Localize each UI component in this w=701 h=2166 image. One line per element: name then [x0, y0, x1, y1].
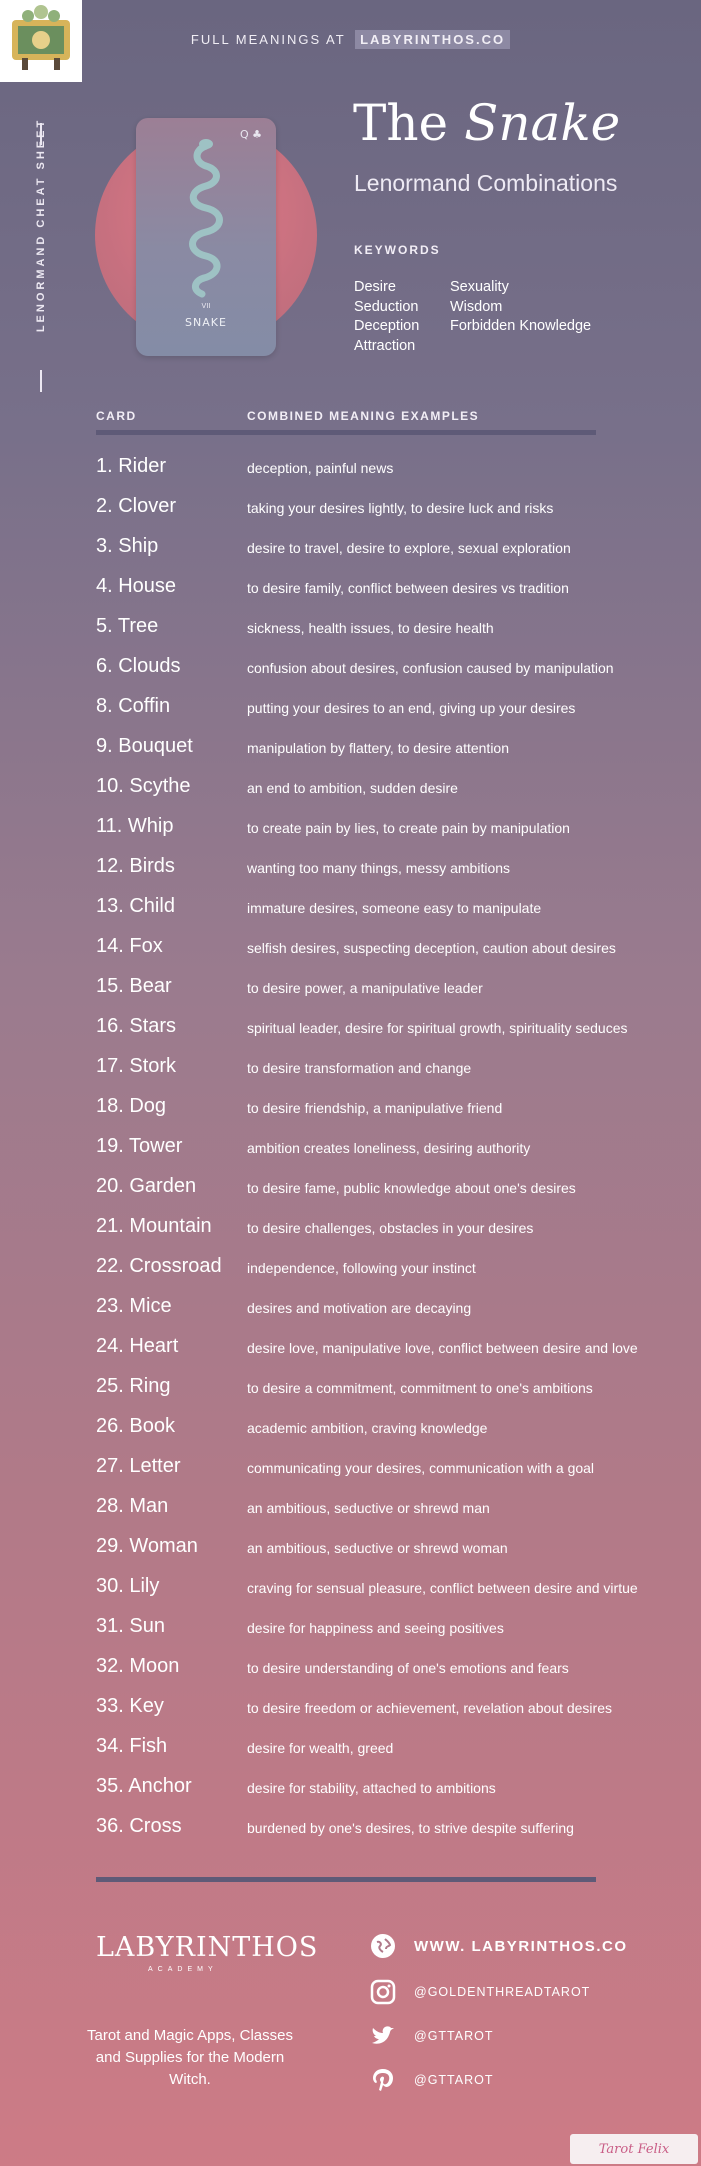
row-meaning: to desire family, conflict between desires vs tradition	[247, 580, 569, 596]
row-meaning: to desire friendship, a manipulative friend	[247, 1100, 503, 1116]
row-card: 14. Fox	[96, 935, 163, 957]
row-card: 11. Whip	[96, 815, 174, 837]
watermark-text: Tarot Felix	[598, 2141, 670, 2157]
table-row	[96, 1369, 656, 1409]
row-meaning: desire for wealth, greed	[247, 1740, 394, 1756]
row-card: 32. Moon	[96, 1655, 180, 1677]
row-meaning: desire for stability, attached to ambitions	[247, 1780, 496, 1796]
row-card: 12. Birds	[96, 855, 175, 877]
row-card: 35. Anchor	[96, 1775, 192, 1797]
row-card: 15. Bear	[96, 975, 172, 997]
table-row	[96, 1769, 656, 1809]
keywords-column-1	[354, 278, 419, 356]
row-card: 8. Coffin	[96, 695, 171, 717]
table-row	[96, 1249, 656, 1289]
page-title	[353, 94, 621, 152]
twitter-text: @GTTAROT	[414, 2029, 494, 2043]
globe-icon	[370, 1933, 396, 1959]
table-row	[96, 1089, 656, 1129]
table-row	[96, 489, 656, 529]
table-row	[96, 849, 656, 889]
row-card: 5. Tree	[96, 615, 159, 637]
row-meaning: putting your desires to an end, giving up your desires	[247, 700, 576, 716]
side-label: LENORMAND CHEAT SHEET	[35, 117, 47, 333]
banner-prefix: FULL MEANINGS AT	[190, 32, 346, 47]
row-meaning: wanting too many things, messy ambitions	[247, 860, 511, 876]
pinterest-link[interactable]	[370, 2067, 493, 2093]
table-row	[96, 529, 656, 569]
row-card: 3. Ship	[96, 535, 159, 557]
table-row	[96, 1489, 656, 1529]
instagram-icon	[370, 1979, 396, 2005]
table-row	[96, 929, 656, 969]
pinterest-text: @GTTAROT	[414, 2073, 494, 2087]
table-row	[96, 809, 656, 849]
instagram-text: @GOLDENTHREADTAROT	[414, 1985, 591, 1999]
row-card: 17. Stork	[96, 1055, 177, 1077]
banner-link[interactable]: LABYRINTHOS.CO	[355, 30, 510, 49]
row-meaning: to desire freedom or achievement, revelation about desires	[247, 1700, 612, 1716]
row-card: 24. Heart	[96, 1335, 179, 1357]
table-row	[96, 1449, 656, 1489]
row-meaning: manipulation by flattery, to desire attention	[247, 740, 510, 756]
twitter-icon	[370, 2023, 396, 2049]
table-row	[96, 649, 656, 689]
row-meaning: to desire fame, public knowledge about one's desires	[247, 1180, 576, 1196]
snake-icon	[166, 132, 246, 302]
table-row	[96, 1169, 656, 1209]
row-card: 1. Rider	[96, 455, 167, 477]
page-subtitle: Lenormand Combinations	[354, 170, 618, 196]
table-row	[96, 729, 656, 769]
website-text: WWW. LABYRINTHOS.CO	[414, 1937, 628, 1955]
keyword: Forbidden Knowledge	[450, 318, 592, 334]
row-meaning: independence, following your instinct	[247, 1260, 476, 1276]
row-meaning: desire to travel, desire to explore, sexual exploration	[247, 540, 571, 556]
table-row	[96, 1409, 656, 1449]
tagline: Tarot and Magic Apps, Classes and Supplies for the Modern Witch.	[87, 2027, 293, 2088]
table-row	[96, 1809, 656, 1849]
row-meaning: craving for sensual pleasure, conflict between desire and virtue	[247, 1580, 638, 1596]
row-meaning: desire for happiness and seeing positives	[247, 1620, 504, 1636]
row-card: 23. Mice	[96, 1295, 172, 1317]
row-meaning: deception, painful news	[247, 460, 394, 476]
row-meaning: to desire power, a manipulative leader	[247, 980, 483, 996]
row-card: 6. Clouds	[96, 655, 181, 677]
row-meaning: to create pain by lies, to create pain by manipulation	[247, 820, 570, 836]
row-card: 27. Letter	[96, 1455, 181, 1477]
row-meaning: an ambitious, seductive or shrewd man	[247, 1500, 490, 1516]
instagram-link[interactable]	[370, 1979, 590, 2005]
title-the: The	[353, 94, 449, 152]
row-meaning: desire love, manipulative love, conflict between desire and love	[247, 1340, 638, 1356]
table-row	[96, 1129, 656, 1169]
keyword: Seduction	[354, 298, 419, 315]
keyword: Sexuality	[450, 279, 509, 295]
table-row	[96, 1689, 656, 1729]
row-card: 19. Tower	[96, 1135, 183, 1157]
table-row	[96, 1729, 656, 1769]
row-meaning: ambition creates loneliness, desiring authority	[247, 1140, 531, 1156]
row-meaning: academic ambition, craving knowledge	[247, 1420, 488, 1436]
table-row	[96, 569, 656, 609]
row-card: 21. Mountain	[96, 1215, 212, 1237]
table-row	[96, 1329, 656, 1369]
row-card: 33. Key	[96, 1695, 164, 1717]
row-card: 16. Stars	[96, 1015, 177, 1037]
row-card: 34. Fish	[96, 1735, 168, 1757]
keyword: Wisdom	[450, 298, 503, 315]
table-row	[96, 1569, 656, 1609]
table-row	[96, 1609, 656, 1649]
row-card: 13. Child	[96, 895, 175, 917]
row-card: 25. Ring	[96, 1375, 171, 1397]
row-meaning: an ambitious, seductive or shrewd woman	[247, 1540, 508, 1556]
row-card: 4. House	[96, 575, 177, 597]
table-row	[96, 689, 656, 729]
table-row	[96, 1049, 656, 1089]
row-meaning: an end to ambition, sudden desire	[247, 780, 458, 796]
table-row	[96, 1289, 656, 1329]
column-header-meaning: COMBINED MEANING EXAMPLES	[247, 409, 480, 423]
row-meaning: communicating your desires, communication with a goal	[247, 1460, 595, 1476]
combinations-table	[96, 449, 656, 1849]
side-divider-bottom	[40, 370, 42, 392]
row-meaning: confusion about desires, confusion caused by manipulation	[247, 660, 614, 676]
row-card: 28. Man	[96, 1495, 169, 1517]
table-bottom-rule	[96, 1877, 596, 1882]
table-row	[96, 889, 656, 929]
row-card: 36. Cross	[96, 1815, 182, 1837]
row-meaning: spiritual leader, desire for spiritual growth, spirituality seduces	[247, 1020, 628, 1036]
title-card-name: Snake	[464, 94, 621, 152]
keyword: Desire	[354, 279, 396, 295]
card-number: VII	[201, 302, 211, 310]
snake-card	[136, 118, 276, 356]
column-header-card: CARD	[96, 409, 137, 423]
brand-subtitle: ACADEMY	[148, 1966, 218, 1973]
keyword: Deception	[354, 318, 420, 334]
row-card: 9. Bouquet	[96, 735, 193, 757]
table-row	[96, 769, 656, 809]
website-link[interactable]	[370, 1933, 627, 1959]
keyword: Attraction	[354, 337, 416, 354]
row-meaning: to desire understanding of one's emotions and fears	[247, 1660, 569, 1676]
pinterest-icon	[370, 2067, 396, 2093]
row-meaning: to desire challenges, obstacles in your desires	[247, 1220, 534, 1236]
brand-logo[interactable]: LABYRINTHOS	[96, 1932, 319, 1963]
row-card: 22. Crossroad	[96, 1255, 222, 1277]
keywords-column-2	[450, 278, 591, 337]
row-card: 10. Scythe	[96, 775, 191, 797]
twitter-link[interactable]	[370, 2023, 493, 2049]
row-card: 20. Garden	[96, 1175, 197, 1197]
table-row	[96, 1009, 656, 1049]
row-card: 18. Dog	[96, 1095, 167, 1117]
row-card: 2. Clover	[96, 495, 177, 517]
card-suit: Q ♣	[239, 128, 262, 141]
table-row	[96, 1209, 656, 1249]
table-row	[96, 449, 656, 489]
keywords-heading: KEYWORDS	[354, 243, 441, 257]
table-row	[96, 1649, 656, 1689]
row-card: 29. Woman	[96, 1535, 198, 1557]
card-name: SNAKE	[185, 316, 227, 329]
row-meaning: desires and motivation are decaying	[247, 1300, 472, 1316]
row-meaning: to desire a commitment, commitment to one's ambitions	[247, 1380, 593, 1396]
tarot-felix-watermark	[570, 2134, 698, 2164]
row-card: 26. Book	[96, 1415, 175, 1437]
table-row	[96, 609, 656, 649]
table-row	[96, 1529, 656, 1569]
row-meaning: to desire transformation and change	[247, 1060, 472, 1076]
row-meaning: selfish desires, suspecting deception, caution about desires	[247, 940, 616, 956]
row-card: 31. Sun	[96, 1615, 165, 1637]
row-meaning: sickness, health issues, to desire health	[247, 620, 494, 636]
table-row	[96, 969, 656, 1009]
row-meaning: taking your desires lightly, to desire luck and risks	[247, 500, 554, 516]
table-top-rule	[96, 430, 596, 435]
top-banner	[0, 32, 701, 47]
row-meaning: burdened by one's desires, to strive despite suffering	[247, 1820, 574, 1836]
row-card: 30. Lily	[96, 1575, 160, 1597]
row-meaning: immature desires, someone easy to manipulate	[247, 900, 542, 916]
